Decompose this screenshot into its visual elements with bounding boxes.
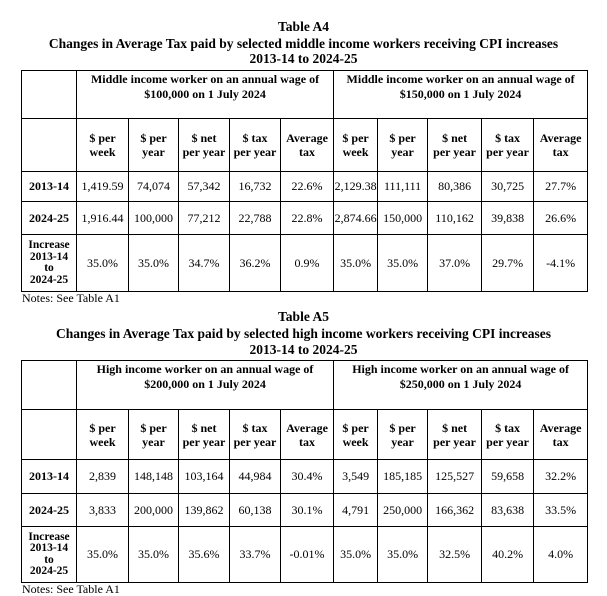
table-a4-notes: Notes: See Table A1 <box>22 291 120 305</box>
increase-label-line: to <box>44 262 54 274</box>
column-header-line: tax <box>552 434 569 449</box>
table-cell: 35.6% <box>179 527 230 583</box>
column-header <box>77 410 129 460</box>
column-header-line: Average <box>286 131 328 145</box>
table-a4-group-header-100k <box>77 71 334 119</box>
column-header-line: $ per <box>140 420 167 435</box>
column-header-line: $ tax <box>495 420 521 435</box>
table-cell: 35.0% <box>334 235 378 292</box>
row-label <box>22 235 77 292</box>
table-row <box>22 527 588 583</box>
table-a4-subtitle: Changes in Average Tax paid by selected middle income workers receiving CPI increases <box>48 36 559 51</box>
table-row <box>22 494 588 527</box>
column-header-line: per year <box>233 434 277 449</box>
column-header-line: week <box>89 145 116 159</box>
table-cell: 1,916.44 <box>77 202 129 235</box>
column-header-line: tax <box>299 434 316 449</box>
column-header-line: $ tax <box>242 420 268 435</box>
row-label <box>22 527 77 583</box>
column-header-line: $ per <box>342 131 369 145</box>
table-cell: 150,000 <box>378 202 428 235</box>
group-header-line2: $200,000 on 1 July 2024 <box>144 377 266 391</box>
table-cell: 35.0% <box>378 235 428 292</box>
table-cell: 30,725 <box>482 172 534 202</box>
column-header-line: per year <box>486 145 529 159</box>
table-cell: 74,074 <box>129 172 179 202</box>
table-a4-corner-cell <box>22 71 77 119</box>
table-cell: 30.1% <box>281 494 334 527</box>
table-cell: 30.4% <box>281 460 334 494</box>
column-header <box>482 119 534 172</box>
table-cell: 33.5% <box>534 494 588 527</box>
column-header-line: $ per <box>389 131 416 145</box>
increase-label-line: Increase <box>28 239 70 251</box>
column-header <box>230 410 281 460</box>
table-cell: 33.7% <box>230 527 281 583</box>
table-row <box>22 172 588 202</box>
table-cell: 2,839 <box>77 460 129 494</box>
column-header <box>334 410 378 460</box>
table-cell: 0.9% <box>281 235 334 292</box>
row-label: 2024-25 <box>22 202 77 235</box>
column-header <box>179 410 230 460</box>
column-header <box>77 119 129 172</box>
increase-label-line: 2024-25 <box>29 565 69 577</box>
table-cell: 26.6% <box>534 202 588 235</box>
table-cell: 40.2% <box>482 527 534 583</box>
column-header <box>281 119 334 172</box>
increase-label-line: Increase <box>28 530 70 543</box>
column-header-line: per year <box>182 434 226 449</box>
table-a4-title: Table A4 <box>278 19 329 34</box>
column-header-line: Average <box>539 420 582 435</box>
column-header-line: $ net <box>442 131 468 145</box>
table-cell: 39,838 <box>482 202 534 235</box>
table-a5-header-blank <box>22 410 77 460</box>
table-a4-period: 2013-14 to 2024-25 <box>249 51 358 66</box>
row-label: 2024-25 <box>22 494 77 527</box>
table-cell: 100,000 <box>129 202 179 235</box>
group-header-line1: High income worker on an annual wage of <box>96 362 314 376</box>
table-cell: 103,164 <box>179 460 230 494</box>
column-header-line: per year <box>233 145 277 159</box>
increase-label-line: 2013-14 <box>29 542 69 554</box>
table-cell: 1,419.59 <box>77 172 129 202</box>
table-cell: 139,862 <box>179 494 230 527</box>
table-cell: 36.2% <box>230 235 281 292</box>
column-header <box>230 119 281 172</box>
table-cell: 35.0% <box>129 527 179 583</box>
column-header <box>534 410 588 460</box>
row-label: 2013-14 <box>22 460 77 494</box>
table-cell: 2,874.66 <box>334 202 378 235</box>
table-cell: 32.2% <box>534 460 588 494</box>
column-header-line: $ tax <box>495 131 521 145</box>
column-header-line: per year <box>182 145 226 159</box>
table-cell: 200,000 <box>129 494 179 527</box>
table-cell: 166,362 <box>428 494 482 527</box>
column-header <box>482 410 534 460</box>
table-cell: 3,549 <box>334 460 378 494</box>
column-header-line: tax <box>552 145 569 159</box>
column-header <box>378 410 428 460</box>
column-header <box>334 119 378 172</box>
table-a4-header-blank <box>22 119 77 172</box>
group-header-line1: Middle income worker on an annual wage of <box>90 72 320 86</box>
column-header <box>179 119 230 172</box>
column-header-line: $ tax <box>242 131 268 145</box>
row-label: 2013-14 <box>22 172 77 202</box>
column-header <box>378 119 428 172</box>
table-cell: 111,111 <box>378 172 428 202</box>
table-cell: -4.1% <box>534 235 588 292</box>
table-a5-subtitle: Changes in Average Tax paid by selected high income workers receiving CPI increases <box>56 326 551 341</box>
column-header-line: $ per <box>389 420 416 435</box>
table-cell: 32.5% <box>428 527 482 583</box>
table-cell: 4.0% <box>534 527 588 583</box>
table-cell: 4,791 <box>334 494 378 527</box>
table-a4 <box>21 70 588 292</box>
table-a5-group-header-250k <box>334 361 588 410</box>
column-header <box>428 410 482 460</box>
table-a5-period: 2013-14 to 2024-25 <box>249 342 358 357</box>
table-cell: 22,788 <box>230 202 281 235</box>
column-header-line: year <box>142 434 165 449</box>
group-header-line2: $150,000 on 1 July 2024 <box>399 87 522 101</box>
table-cell: -0.01% <box>281 527 334 583</box>
increase-label-line: to <box>44 553 54 566</box>
column-header-line: year <box>391 434 414 449</box>
table-cell: 27.7% <box>534 172 588 202</box>
table-cell: 110,162 <box>428 202 482 235</box>
group-header-line1: Middle income worker on an annual wage of <box>346 72 575 86</box>
table-cell: 29.7% <box>482 235 534 292</box>
table-cell: 59,658 <box>482 460 534 494</box>
column-header-line: $ per <box>342 420 369 435</box>
column-header-line: per year <box>433 145 476 159</box>
table-a5-group-header-200k <box>77 361 334 410</box>
column-header-line: $ net <box>191 420 217 435</box>
column-header-line: $ net <box>191 131 217 145</box>
column-header-line: week <box>342 145 369 159</box>
table-cell: 2,129.38 <box>334 172 378 202</box>
column-header-line: Average <box>539 131 582 145</box>
column-header-line: $ per <box>89 131 116 145</box>
group-header-line2: $250,000 on 1 July 2024 <box>399 377 522 391</box>
column-header <box>129 119 179 172</box>
table-cell: 83,638 <box>482 494 534 527</box>
column-header <box>534 119 588 172</box>
table-cell: 16,732 <box>230 172 281 202</box>
column-header-line: $ net <box>442 420 468 435</box>
table-cell: 22.8% <box>281 202 334 235</box>
table-cell: 35.0% <box>77 527 129 583</box>
table-cell: 57,342 <box>179 172 230 202</box>
column-header-line: tax <box>299 145 316 159</box>
table-cell: 185,185 <box>378 460 428 494</box>
table-row <box>22 460 588 494</box>
table-cell: 250,000 <box>378 494 428 527</box>
table-cell: 22.6% <box>281 172 334 202</box>
increase-label-line: 2013-14 <box>29 250 69 263</box>
table-a5-notes: Notes: See Table A1 <box>22 582 120 596</box>
table-cell: 125,527 <box>428 460 482 494</box>
column-header-line: week <box>342 434 369 449</box>
group-header-line2: $100,000 on 1 July 2024 <box>144 87 266 101</box>
table-cell: 35.0% <box>378 527 428 583</box>
table-row <box>22 202 588 235</box>
table-cell: 35.0% <box>77 235 129 292</box>
group-header-line1: High income worker on an annual wage of <box>352 362 569 376</box>
column-header-line: Average <box>286 420 328 435</box>
table-cell: 148,148 <box>129 460 179 494</box>
table-cell: 80,386 <box>428 172 482 202</box>
table-row <box>22 235 588 292</box>
table-cell: 60,138 <box>230 494 281 527</box>
table-cell: 34.7% <box>179 235 230 292</box>
table-cell: 44,984 <box>230 460 281 494</box>
table-cell: 35.0% <box>129 235 179 292</box>
column-header-line: $ per <box>89 420 116 435</box>
table-cell: 35.0% <box>334 527 378 583</box>
column-header <box>129 410 179 460</box>
column-header-line: per year <box>486 434 529 449</box>
column-header <box>281 410 334 460</box>
column-header-line: $ per <box>140 131 167 145</box>
increase-label-line: 2024-25 <box>29 273 69 286</box>
column-header-line: per year <box>433 434 476 449</box>
table-a5-title: Table A5 <box>278 309 329 324</box>
table-a4-group-header-150k <box>334 71 588 119</box>
column-header-line: year <box>142 145 165 159</box>
column-header-line: week <box>89 434 116 449</box>
table-a5-corner-cell <box>22 361 77 410</box>
table-cell: 3,833 <box>77 494 129 527</box>
column-header-line: year <box>391 145 414 159</box>
column-header <box>428 119 482 172</box>
table-cell: 77,212 <box>179 202 230 235</box>
table-a5 <box>21 360 588 583</box>
table-cell: 37.0% <box>428 235 482 292</box>
